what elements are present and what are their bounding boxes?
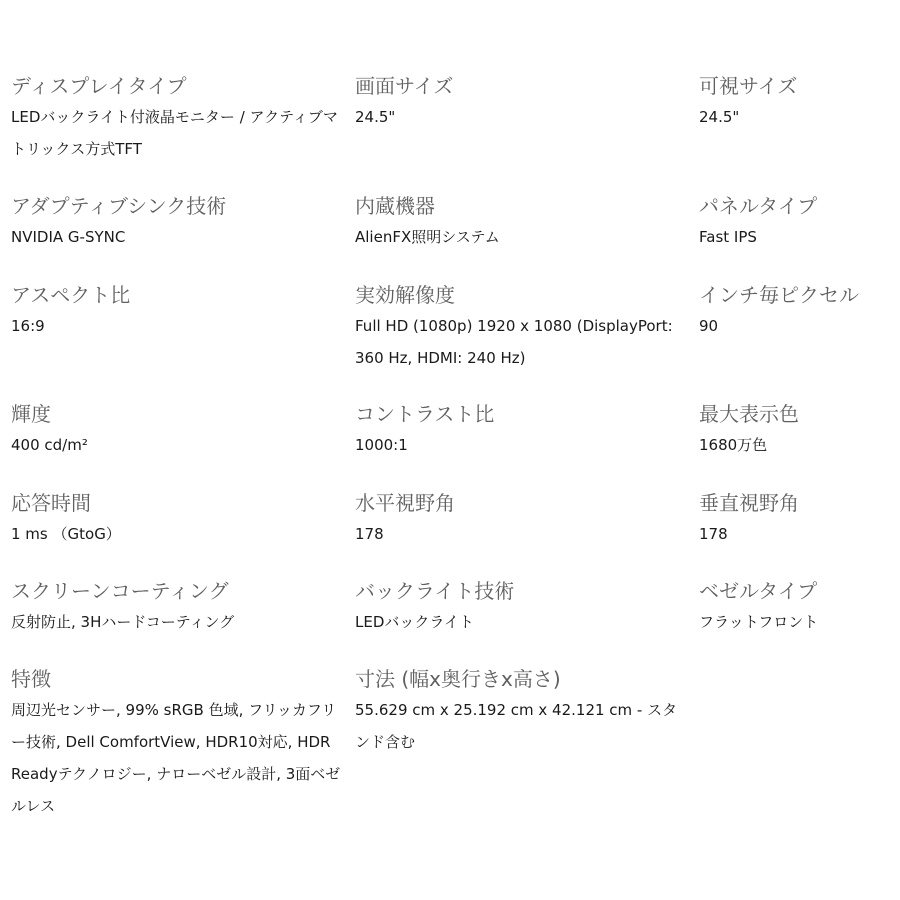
spec-value: 24.5" <box>355 108 396 126</box>
spec-label: 垂直視野角 <box>699 491 799 515</box>
spec-value: 1 ms （GtoG） <box>11 525 121 543</box>
spec-max-colors <box>699 401 894 461</box>
spec-label: 可視サイズ <box>699 74 798 98</box>
spec-label: 応答時間 <box>11 491 91 515</box>
spec-viewable-size <box>699 73 894 133</box>
spec-label: パネルタイプ <box>699 194 818 218</box>
spec-label: アダプティブシンク技術 <box>11 194 227 218</box>
spec-value: LEDバックライト <box>355 613 474 631</box>
spec-label: ディスプレイタイプ <box>11 74 187 98</box>
spec-label: 画面サイズ <box>355 74 454 98</box>
spec-label: 寸法 (幅x奥行きx高さ) <box>355 667 561 691</box>
spec-response-time <box>11 490 341 550</box>
spec-value: 反射防止, 3Hハードコーティング <box>11 613 235 631</box>
spec-value: 周辺光センサー, 99% sRGB 色域, フリッカフリー技術, Dell ComfortView, HDR10対応, HDR Readyテクノロジー, ナローベゼル設計, 3面ベゼルレス <box>11 701 341 815</box>
spec-value: 90 <box>699 317 719 335</box>
spec-panel-type <box>699 193 894 253</box>
spec-label: 最大表示色 <box>699 402 799 426</box>
spec-bezel-type <box>699 578 894 638</box>
spec-aspect-ratio <box>11 282 341 342</box>
spec-resolution <box>355 282 685 374</box>
spec-label: インチ毎ピクセル <box>699 283 859 307</box>
spec-label: 特徴 <box>11 667 51 691</box>
spec-backlight-technology <box>355 578 685 638</box>
spec-label: ベゼルタイプ <box>699 579 818 603</box>
spec-label: 水平視野角 <box>355 491 455 515</box>
spec-value: 55.629 cm x 25.192 cm x 42.121 cm - スタンド含む <box>355 701 678 751</box>
spec-brightness <box>11 401 341 461</box>
spec-label: 輝度 <box>11 402 51 426</box>
spec-label: コントラスト比 <box>355 402 495 426</box>
spec-display-type <box>11 73 341 165</box>
spec-contrast-ratio <box>355 401 685 461</box>
spec-screen-size <box>355 73 685 133</box>
spec-built-in-devices <box>355 193 685 253</box>
spec-label: 実効解像度 <box>355 283 455 307</box>
spec-value: 1680万色 <box>699 436 768 454</box>
spec-pixels-per-inch <box>699 282 894 342</box>
spec-label: バックライト技術 <box>355 579 515 603</box>
spec-value: 24.5" <box>699 108 740 126</box>
spec-value: 400 cd/m² <box>11 436 88 454</box>
spec-horizontal-viewing-angle <box>355 490 685 550</box>
spec-value: 178 <box>699 525 728 543</box>
spec-screen-coating <box>11 578 341 638</box>
spec-label: アスペクト比 <box>11 283 131 307</box>
spec-value: LEDバックライト付液晶モニター / アクティブマトリックス方式TFT <box>11 108 338 158</box>
spec-value: NVIDIA G-SYNC <box>11 228 126 246</box>
spec-label: スクリーンコーティング <box>11 579 229 603</box>
spec-value: 16:9 <box>11 317 45 335</box>
spec-value: Fast IPS <box>699 228 757 246</box>
spec-vertical-viewing-angle <box>699 490 894 550</box>
spec-dimensions <box>355 666 685 758</box>
spec-adaptive-sync <box>11 193 341 253</box>
spec-value: フラットフロント <box>699 613 819 631</box>
spec-label: 内蔵機器 <box>355 194 435 218</box>
spec-value: 1000:1 <box>355 436 408 454</box>
spec-features <box>11 666 341 822</box>
spec-value: 178 <box>355 525 384 543</box>
spec-value: Full HD (1080p) 1920 x 1080 (DisplayPort: 360 Hz, HDMI: 240 Hz) <box>355 317 673 367</box>
spec-value: AlienFX照明システム <box>355 228 500 246</box>
